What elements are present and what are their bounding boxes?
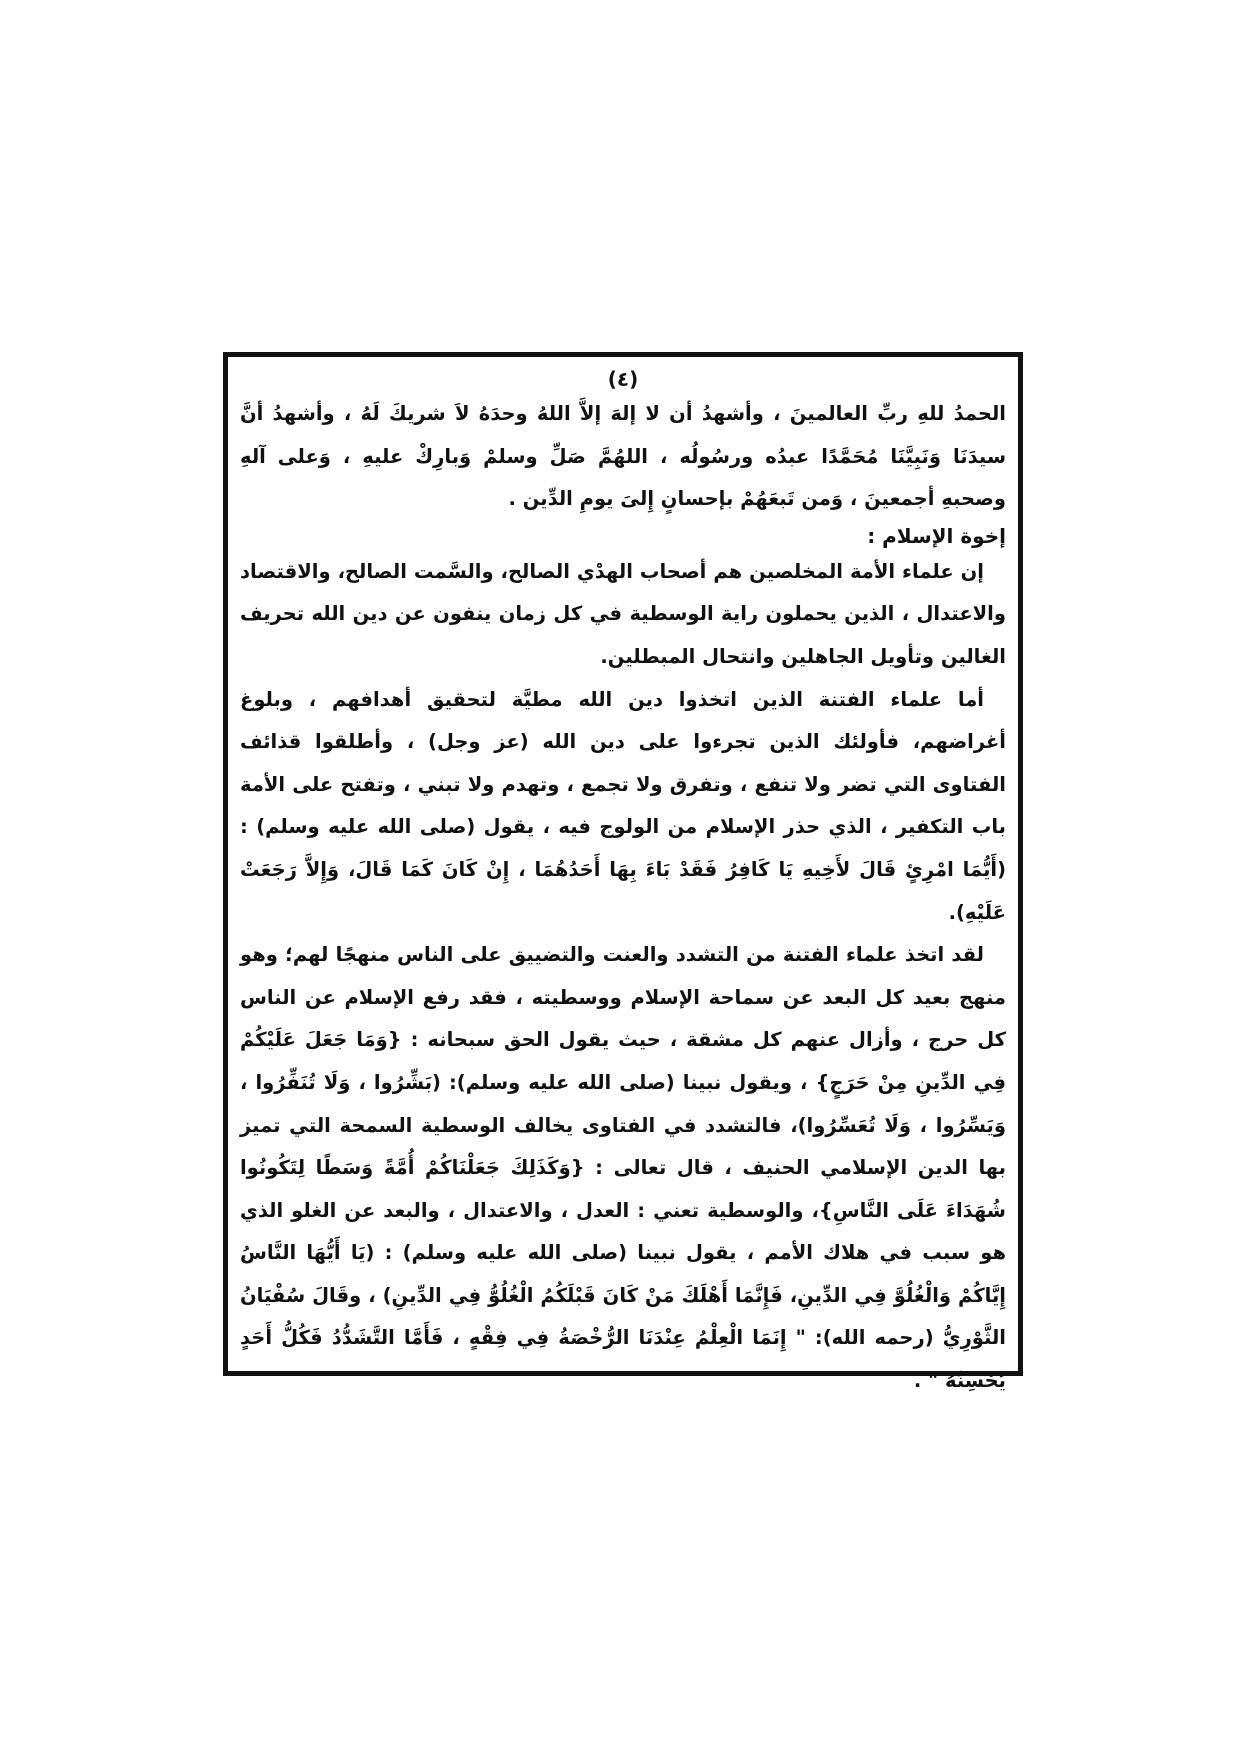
paragraph-scholars: إن علماء الأمة المخلصين هم أصحاب الهدْي الصالح، والسَّمت الصالح، والاقتصاد والاعتدال ، الذين يحملون راية الوسطية في كل زمان ينفون عن دين الله تحريف الغالين وتأويل الجاهلين وانتحال المبطلين. [240,559,1006,668]
paragraph-moderation: لقد اتخذ علماء الفتنة من التشدد والعنت والتضييق على الناس منهجًا لهم؛ وهو منهج بعيد كل البعد عن سماحة الإسلام ووسطيته ، فقد رفع الإسلام عن الناس كل حرج ، وأزال عنهم كل مشقة ، حيث يقول الحق سبحانه : {وَمَا جَعَلَ عَلَيْكُمْ فِي الدِّينِ مِنْ حَرَجٍ} ، ويقول نبينا (صلى الله عليه وسلم): (بَشِّرُوا ، وَلَا تُنَفِّرُوا ، وَيَسِّرُوا ، وَلَا تُعَسِّرُوا)، فالتشدد في الفتاوى يخالف الوسطية السمحة التي تميز بها الدين الإسلامي الحنيف ، قال تعالى : {وَكَذَلِكَ جَعَلْنَاكُمْ أُمَّةً وَسَطًا لِتَكُونُوا شُهَدَاءَ عَلَى النَّاسِ}، والوسطية تعني : العدل ، والاعتدال ، والبعد عن الغلو الذي هو سبب في هلاك الأمم ، يقول نبينا (صلى الله عليه وسلم) : (يَا أَيُّهَا النَّاسُ إِيَّاكُمْ وَالْغُلُوَّ فِي الدِّينِ، فَإِنَّمَا أَهْلَكَ مَنْ كَانَ قَبْلَكُمُ الْغُلُوُّ فِي الدِّينِ) ، وقَالَ سُفْيَانُ الثَّوْرِيُّ (رحمه الله): " إِنَمَا الْعِلْمُ عِنْدَنَا الرُّخْصَةُ فِي فِقْهٍ ، فَأَمَّا التَّشَدُّدُ فَكُلُّ أَحَدٍ يُحْسِنُهُ " . [240,943,1006,1393]
section-heading: إخوة الإسلام : [867,523,1006,548]
page-number: (٤) [607,367,639,391]
page-content [240,365,1006,1393]
opening-paragraph: الحمدُ للهِ ربِّ العالمينَ ، وأشهدُ أن لا إلهَ إلاَّ اللهُ وحدَهُ لاَ شريكَ لَهُ ، وأشهدُ أنَّ سيدَنَا وَنَبِيَّنَا مُحَمَّدًا عبدُه ورسُولُه ، اللهُمَّ صَلِّ وسلمْ وَبارِكْ عليهِ ، وَعلى آلهِ وصحبهِ أجمعينَ ، وَمن تَبعَهُمْ بإحسانٍ إِلىَ يومِ الدِّين . [240,402,1006,511]
paragraph-fitna-scholars: أما علماء الفتنة الذين اتخذوا دين الله مطيَّة لتحقيق أهدافهم ، وبلوغ أغراضهم، فأولئك الذين تجرءوا على دين الله (عز وجل) ، وأطلقوا قذائف الفتاوى التي تضر ولا تنفع ، وتفرق ولا تجمع ، وتهدم ولا تبني ، وتفتح على الأمة باب التكفير ، الذي حذر الإسلام من الولوج فيه ، يقول (صلى الله عليه وسلم) : (أَيُّمَا امْرِئٍ قَالَ لأَخِيهِ يَا كَافِرُ فَقَدْ بَاءَ بِهَا أَحَدُهُمَا ، إِنْ كَانَ كَمَا قَالَ، وَإِلاَّ رَجَعَتْ عَلَيْهِ). [240,687,1006,924]
page-border-frame [223,352,1023,1393]
